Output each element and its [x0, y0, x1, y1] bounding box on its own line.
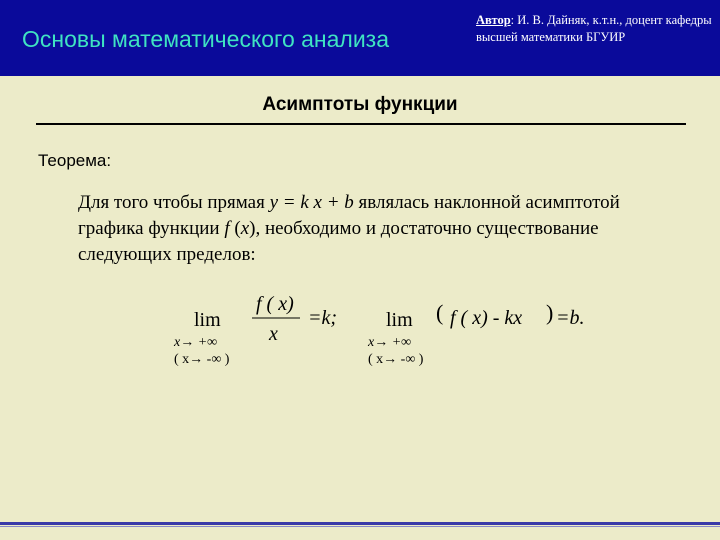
lim-1-under-neg: ( x→ -∞ )	[174, 352, 230, 367]
paren-open: (	[436, 300, 444, 325]
lim-1-under-pos: x→ +∞	[174, 335, 218, 350]
theorem-text-part3: , необходимо и достаточно существование следующих пределов:	[78, 218, 599, 265]
header-bar	[0, 0, 720, 76]
function-f: f	[224, 218, 230, 239]
author-text: : И. В. Дайняк, к.т.н., доцент кафедры высшей математики БГУИР	[476, 13, 712, 44]
paren-expression: f ( x) - kx	[450, 307, 523, 329]
author-info	[476, 12, 716, 46]
equals-b: =b.	[556, 307, 585, 329]
theorem-text-part2: являлась наклонной асимптотой графика функции	[78, 192, 620, 239]
limits-formula	[170, 288, 630, 368]
theorem-label: Теорема:	[38, 151, 112, 170]
slide-title: Асимптоты функции	[262, 94, 458, 115]
equals-k: =k;	[308, 307, 338, 329]
line-equation: y = k x + b	[269, 192, 354, 213]
course-title: Основы математического анализа	[22, 26, 390, 52]
lim-2: lim	[386, 309, 413, 331]
fraction-numerator: f ( x)	[256, 293, 294, 315]
fraction-denominator: x	[269, 323, 278, 345]
title-underline	[36, 123, 686, 125]
author-label: Автор	[476, 13, 511, 27]
lim-2-under-pos: x→ +∞	[368, 335, 412, 350]
function-x: x	[240, 218, 250, 239]
footer-line	[0, 522, 720, 525]
lim-1: lim	[194, 309, 221, 331]
theorem-text: Для того чтобы прямая y = k x + b являлась наклонной асимптотой графика функции f (x), необходимо и достаточно существование следующих пределов:	[78, 192, 620, 265]
footer-line-thin	[0, 526, 720, 527]
lim-2-under-neg: ( x→ -∞ )	[368, 352, 424, 367]
paren-close: )	[546, 300, 554, 325]
theorem-text-part1: Для того чтобы прямая	[78, 192, 270, 213]
